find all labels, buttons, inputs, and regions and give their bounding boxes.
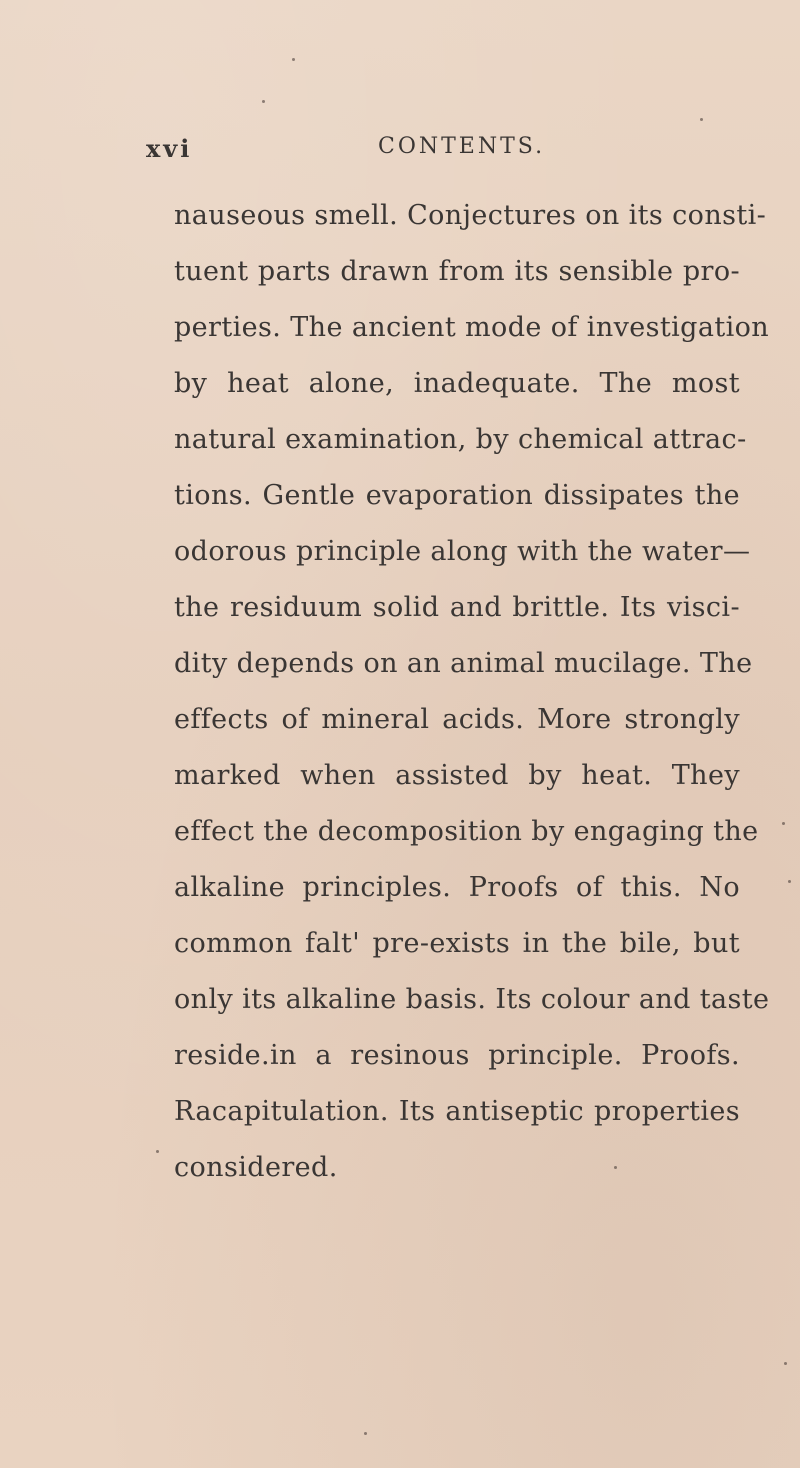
page-number: xvi xyxy=(146,134,193,163)
running-head xyxy=(146,134,706,170)
text-line: effects of mineral acids. More strongly xyxy=(174,704,740,735)
text-line: odorous principle along with the water— xyxy=(174,536,751,567)
text-line: reside.in a resinous principle. Proofs. xyxy=(174,1040,740,1071)
text-line: dity depends on an animal mucilage. The xyxy=(174,648,753,679)
text-line: perties. The ancient mode of investigation xyxy=(174,312,770,343)
paper-speck xyxy=(292,58,295,61)
text-line: only its alkaline basis. Its colour and taste xyxy=(174,984,770,1015)
text-line: considered. xyxy=(174,1152,338,1183)
paper-speck xyxy=(700,118,703,121)
text-line: alkaline principles. Proofs of this. No xyxy=(174,872,740,903)
paper-speck xyxy=(262,100,265,103)
text-line: common falt' pre-exists in the bile, but xyxy=(174,928,740,959)
running-title: CONTENTS. xyxy=(378,134,546,159)
text-line: nauseous smell. Conjectures on its consti- xyxy=(174,200,767,231)
paper-speck xyxy=(788,880,791,883)
text-line: tions. Gentle evaporation dissipates the xyxy=(174,480,740,511)
text-line: effect the decomposition by engaging the xyxy=(174,816,759,847)
text-line: natural examination, by chemical attrac- xyxy=(174,424,747,455)
text-line: Racapitulation. Its antiseptic properties xyxy=(174,1096,740,1127)
paper-speck xyxy=(156,1150,159,1153)
text-line: the residuum solid and brittle. Its visci- xyxy=(174,592,740,623)
text-line: tuent parts drawn from its sensible pro- xyxy=(174,256,740,287)
paper-speck xyxy=(782,822,785,825)
paper-speck xyxy=(364,1432,367,1435)
paper-speck xyxy=(614,1166,617,1169)
paper-speck xyxy=(784,1362,787,1365)
text-line: by heat alone, inadequate. The most xyxy=(174,368,740,399)
text-line: marked when assisted by heat. They xyxy=(174,760,740,791)
contents-body xyxy=(174,188,770,1196)
